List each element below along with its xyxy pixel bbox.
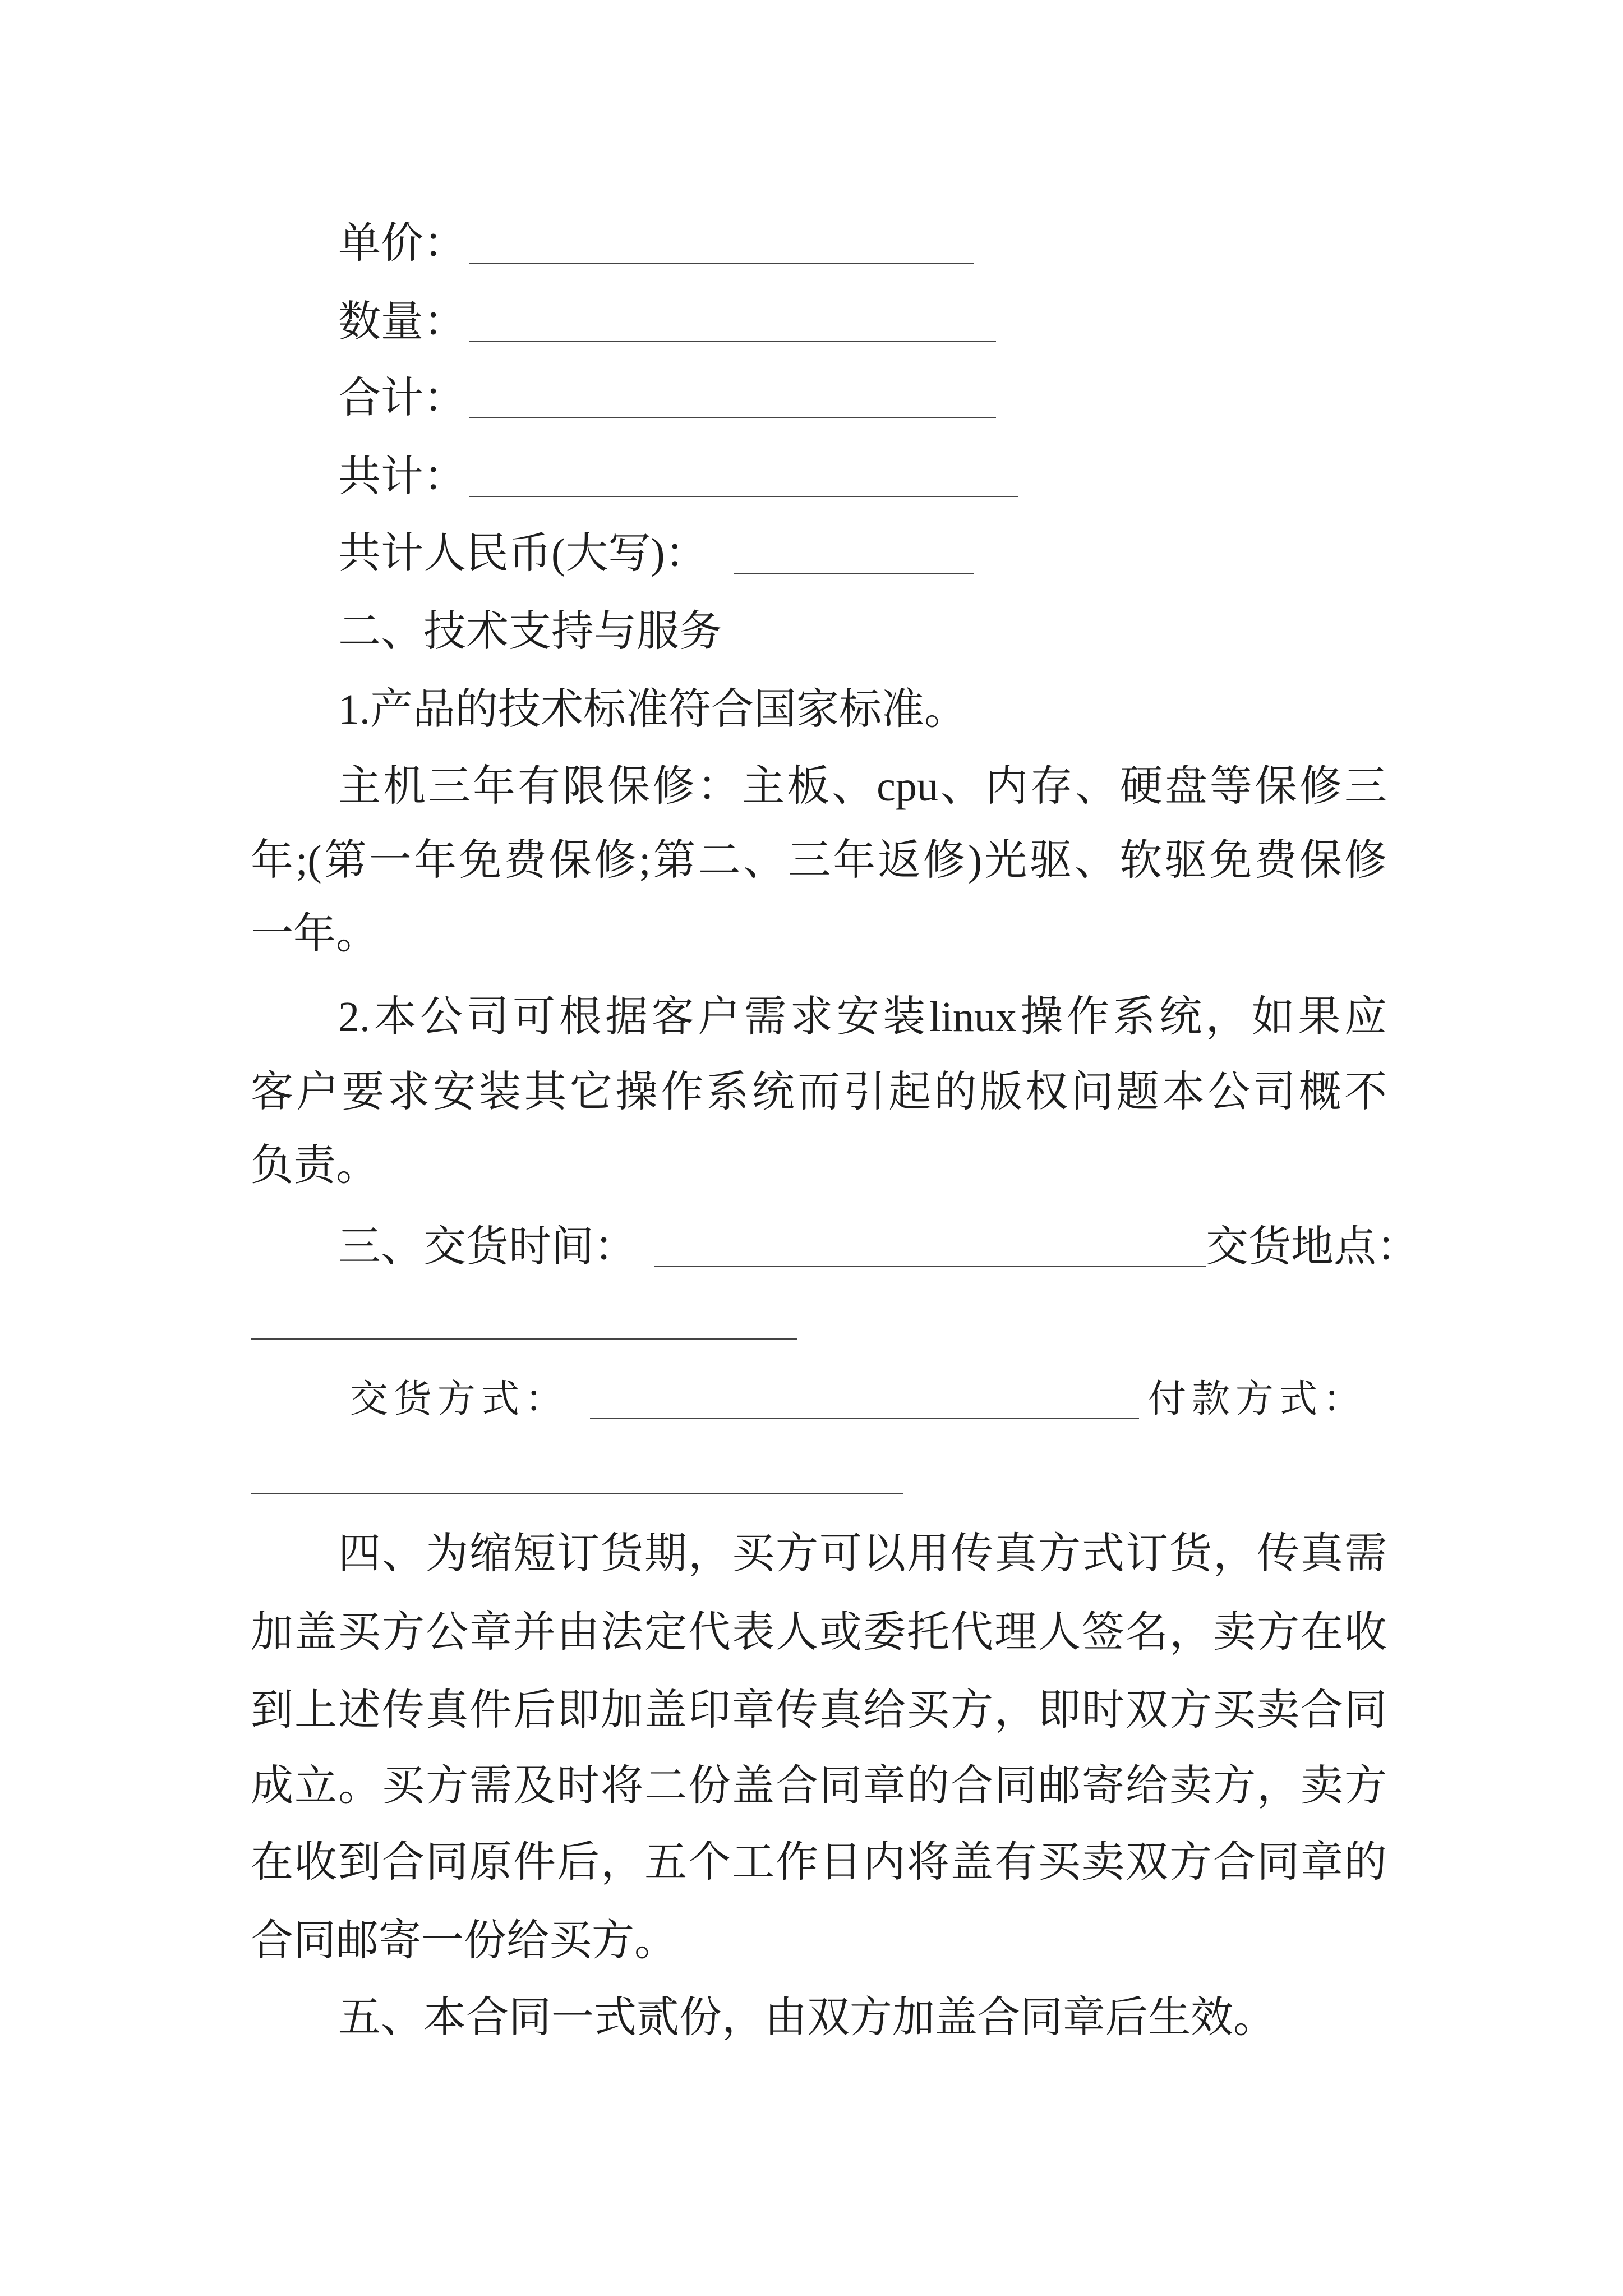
- total-rmb-blank: [734, 573, 974, 574]
- delivery-place-blank: [251, 1338, 797, 1340]
- delivery-time-blank: [654, 1266, 1206, 1267]
- subtotal-blank: [469, 417, 996, 418]
- delivery-method-label: 交货方式：: [350, 1378, 569, 1420]
- subtotal-label: 合计：: [338, 375, 466, 422]
- warranty-line: 一年。: [251, 910, 379, 958]
- item2-line: 客户要求安装其它操作系统而引起的版权问题本公司概不: [251, 1069, 1387, 1116]
- item2-line: 负责。: [251, 1142, 379, 1189]
- quantity-blank: [469, 341, 996, 342]
- unit-price-blank: [469, 263, 974, 264]
- payment-method-blank: [251, 1493, 903, 1494]
- section2-heading: 二、技术支持与服务: [338, 608, 722, 655]
- total-label: 共计：: [338, 453, 466, 500]
- total-blank: [469, 496, 1018, 497]
- section4-line: 到上述传真件后即加盖印章传真给买方，即时双方买卖合同: [251, 1687, 1387, 1734]
- total-rmb-label: 共计人民币(大写)：: [338, 530, 708, 577]
- delivery-time-label: 三、交货时间：: [338, 1223, 637, 1271]
- section4-line: 四、为缩短订货期，买方可以用传真方式订货，传真需: [338, 1530, 1387, 1577]
- delivery-place-label: 交货地点：: [1206, 1223, 1419, 1271]
- section5-text: 五、本合同一式贰份，由双方加盖合同章后生效。: [338, 1994, 1276, 2041]
- section4-line: 在收到合同原件后，五个工作日内将盖有买卖双方合同章的: [251, 1839, 1387, 1886]
- warranty-line: 年;(第一年免费保修;第二、三年返修)光驱、软驱免费保修: [251, 837, 1387, 884]
- item2-line: 2.本公司可根据客户需求安装linux操作系统，如果应: [338, 993, 1387, 1041]
- section4-line: 加盖买方公章并由法定代表人或委托代理人签名，卖方在收: [251, 1609, 1387, 1656]
- delivery-method-blank: [590, 1418, 1139, 1419]
- unit-price-label: 单价：: [338, 220, 466, 267]
- payment-method-label: 付款方式：: [1148, 1378, 1367, 1420]
- section4-line: 成立。买方需及时将二份盖合同章的合同邮寄给卖方，卖方: [251, 1763, 1387, 1810]
- quantity-label: 数量：: [338, 298, 466, 346]
- warranty-line: 主机三年有限保修：主板、cpu、内存、硬盘等保修三: [338, 763, 1387, 810]
- section4-line: 合同邮寄一份给买方。: [251, 1917, 677, 1964]
- section2-item1: 1.产品的技术标准符合国家标准。: [338, 686, 967, 733]
